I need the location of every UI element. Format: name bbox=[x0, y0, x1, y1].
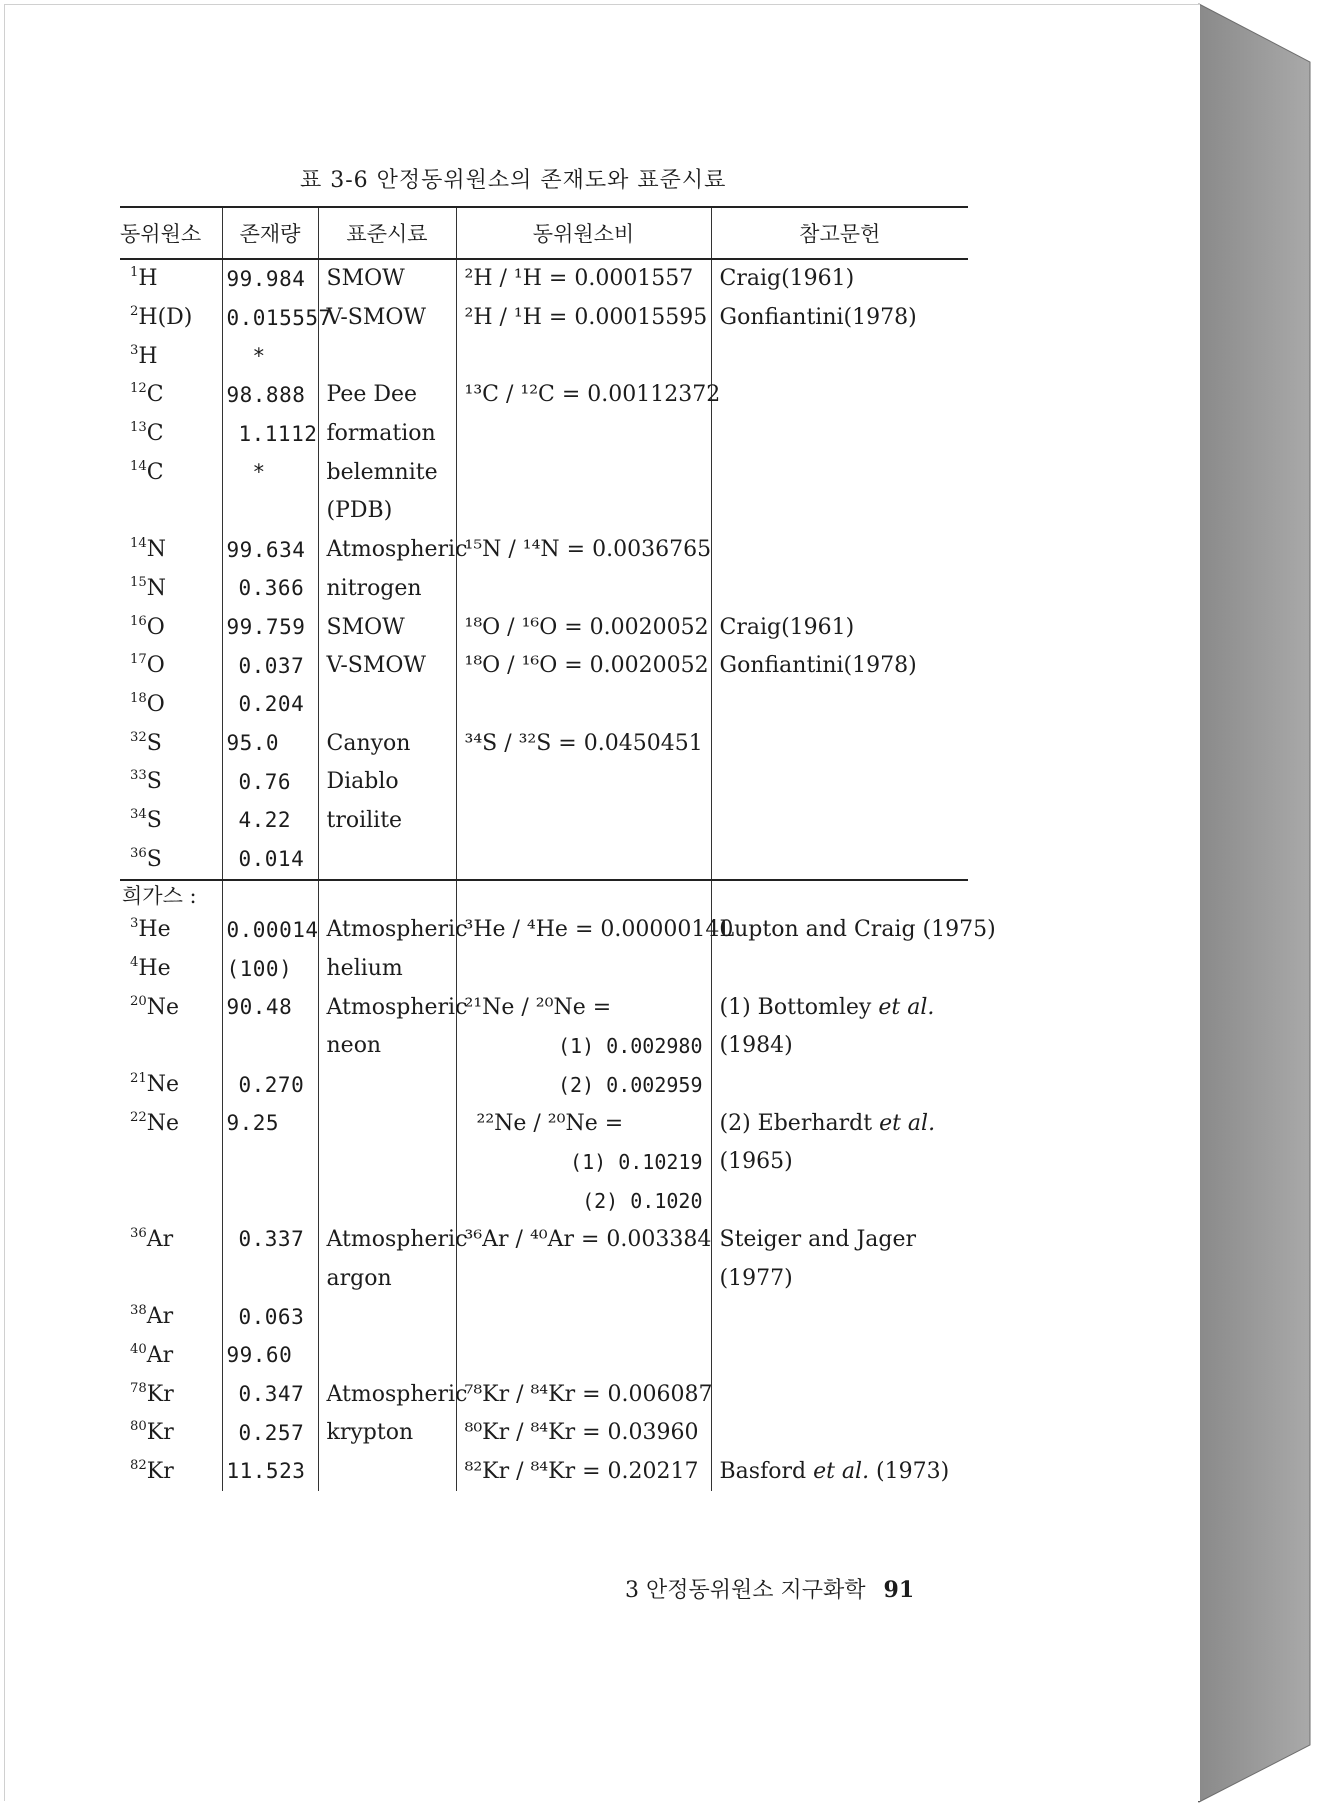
abundance-cell: * bbox=[222, 337, 318, 376]
abundance-cell: 0.015557 bbox=[222, 299, 318, 338]
isotope-cell bbox=[120, 802, 222, 841]
reference-cell bbox=[711, 1298, 968, 1337]
section-label: 희가스 : bbox=[120, 880, 222, 911]
reference-cell bbox=[711, 1182, 968, 1221]
ratio-cell: ⁷⁸Kr / ⁸⁴Kr = 0.006087 bbox=[456, 1375, 711, 1414]
reference-cell: (1977) bbox=[711, 1259, 968, 1298]
reference-cell bbox=[711, 1375, 968, 1414]
standard-cell bbox=[318, 1182, 456, 1221]
element-symbol: Kr bbox=[146, 1381, 174, 1407]
reference-cell: Steiger and Jager bbox=[711, 1221, 968, 1260]
isotope-cell bbox=[120, 647, 222, 686]
reference-cell bbox=[711, 337, 968, 376]
mass-number: 34 bbox=[130, 806, 147, 822]
isotope-cell bbox=[120, 1298, 222, 1337]
standard-cell: V-SMOW bbox=[318, 299, 456, 338]
mass-number: 4 bbox=[130, 954, 139, 970]
mass-number: 36 bbox=[130, 845, 147, 861]
empty-cell bbox=[711, 880, 968, 911]
abundance-cell bbox=[222, 1027, 318, 1066]
standard-cell: SMOW bbox=[318, 259, 456, 299]
isotope-table bbox=[120, 206, 996, 1491]
standard-cell: Atmospheric bbox=[318, 1375, 456, 1414]
abundance-cell: 90.48 bbox=[222, 988, 318, 1027]
standard-cell: V-SMOW bbox=[318, 647, 456, 686]
element-symbol: O bbox=[146, 691, 165, 717]
abundance-cell: 0.257 bbox=[222, 1414, 318, 1453]
ratio-cell bbox=[456, 802, 711, 841]
standard-cell bbox=[318, 1066, 456, 1105]
table-row bbox=[120, 840, 968, 880]
mass-number: 3 bbox=[130, 342, 139, 358]
mass-number: 33 bbox=[130, 768, 147, 784]
element-symbol: C bbox=[146, 382, 164, 408]
table-row bbox=[120, 988, 968, 1027]
reference-cell bbox=[711, 570, 968, 609]
table-row bbox=[120, 1143, 968, 1182]
table-row bbox=[120, 415, 968, 454]
empty-cell bbox=[318, 880, 456, 911]
abundance-cell: (100) bbox=[222, 950, 318, 989]
mass-number: 16 bbox=[130, 613, 147, 629]
element-symbol: O bbox=[146, 614, 165, 640]
table-row bbox=[120, 259, 968, 299]
mass-number: 14 bbox=[130, 458, 147, 474]
isotope-cell bbox=[120, 1143, 222, 1182]
element-symbol: H(D) bbox=[138, 305, 193, 331]
table-row bbox=[120, 1414, 968, 1453]
abundance-cell: 0.037 bbox=[222, 647, 318, 686]
abundance-cell: 0.014 bbox=[222, 840, 318, 880]
element-symbol: He bbox=[138, 956, 171, 982]
page-number: 91 bbox=[883, 1577, 915, 1603]
element-symbol: Ar bbox=[146, 1342, 174, 1368]
reference-cell bbox=[711, 763, 968, 802]
ratio-cell bbox=[456, 763, 711, 802]
reference-cell bbox=[711, 724, 968, 763]
abundance-cell bbox=[222, 1259, 318, 1298]
ratio-cell: (1) 0.002980 bbox=[456, 1027, 711, 1066]
ratio-cell bbox=[456, 453, 711, 492]
isotope-cell bbox=[120, 492, 222, 531]
mass-number: 38 bbox=[130, 1302, 147, 1318]
standard-cell: troilite bbox=[318, 802, 456, 841]
isotope-cell bbox=[120, 299, 222, 338]
isotope-cell bbox=[120, 1453, 222, 1492]
element-symbol: Ne bbox=[146, 1072, 180, 1098]
mass-number: 17 bbox=[130, 651, 147, 667]
table-row bbox=[120, 376, 968, 415]
ratio-cell: (2) 0.1020 bbox=[456, 1182, 711, 1221]
table-row bbox=[120, 1375, 968, 1414]
table-header-row bbox=[120, 207, 968, 259]
abundance-cell: 95.0 bbox=[222, 724, 318, 763]
standard-cell bbox=[318, 1298, 456, 1337]
abundance-cell bbox=[222, 1182, 318, 1221]
element-symbol: S bbox=[146, 730, 162, 756]
ratio-cell: ³⁴S / ³²S = 0.0450451 bbox=[456, 724, 711, 763]
abundance-cell: 9.25 bbox=[222, 1104, 318, 1143]
element-symbol: Kr bbox=[146, 1420, 174, 1446]
mass-number: 78 bbox=[130, 1380, 147, 1396]
abundance-cell: * bbox=[222, 453, 318, 492]
mass-number: 36 bbox=[130, 1225, 147, 1241]
table-row bbox=[120, 531, 968, 570]
reference-cell bbox=[711, 492, 968, 531]
mass-number: 22 bbox=[130, 1109, 147, 1125]
element-symbol: H bbox=[138, 266, 158, 292]
abundance-cell: 0.270 bbox=[222, 1066, 318, 1105]
mass-number: 1 bbox=[130, 265, 139, 281]
table-row bbox=[120, 1066, 968, 1105]
ratio-cell: ²H / ¹H = 0.0001557 bbox=[456, 259, 711, 299]
isotope-cell bbox=[120, 950, 222, 989]
isotope-cell bbox=[120, 376, 222, 415]
reference-cell bbox=[711, 1066, 968, 1105]
chapter-title: 3 안정동위원소 지구화학 bbox=[625, 1578, 866, 1603]
table-row bbox=[120, 337, 968, 376]
reference-cell bbox=[711, 1414, 968, 1453]
reference-cell: Basford et al. (1973) bbox=[711, 1453, 968, 1492]
mass-number: 2 bbox=[130, 303, 139, 319]
abundance-cell: 0.063 bbox=[222, 1298, 318, 1337]
isotope-cell bbox=[120, 415, 222, 454]
ratio-cell bbox=[456, 840, 711, 880]
ratio-cell bbox=[456, 950, 711, 989]
table-row bbox=[120, 453, 968, 492]
standard-cell: argon bbox=[318, 1259, 456, 1298]
isotope-cell bbox=[120, 570, 222, 609]
table-row bbox=[120, 911, 968, 950]
standard-cell: Canyon bbox=[318, 724, 456, 763]
reference-cell: (1965) bbox=[711, 1143, 968, 1182]
table-row bbox=[120, 492, 968, 531]
reference-cell: (2) Eberhardt et al. bbox=[711, 1104, 968, 1143]
table-row bbox=[120, 802, 968, 841]
isotope-cell bbox=[120, 1259, 222, 1298]
isotope-cell bbox=[120, 763, 222, 802]
abundance-cell bbox=[222, 1143, 318, 1182]
mass-number: 40 bbox=[130, 1341, 147, 1357]
abundance-cell: 11.523 bbox=[222, 1453, 318, 1492]
ratio-cell: ³He / ⁴He = 0.00000140 bbox=[456, 911, 711, 950]
element-symbol: S bbox=[146, 769, 162, 795]
element-symbol: Kr bbox=[146, 1458, 174, 1484]
ratio-cell: ⁸⁰Kr / ⁸⁴Kr = 0.03960 bbox=[456, 1414, 711, 1453]
isotope-cell bbox=[120, 1375, 222, 1414]
reference-cell: Gonfiantini(1978) bbox=[711, 647, 968, 686]
reference-cell: Lupton and Craig (1975) bbox=[711, 911, 968, 950]
standard-cell: belemnite bbox=[318, 453, 456, 492]
element-symbol: C bbox=[146, 459, 164, 485]
ratio-cell bbox=[456, 1298, 711, 1337]
standard-cell: Atmospheric bbox=[318, 1221, 456, 1260]
element-symbol: H bbox=[138, 343, 158, 369]
ratio-cell bbox=[456, 686, 711, 725]
table-row bbox=[120, 299, 968, 338]
abundance-cell: 99.984 bbox=[222, 259, 318, 299]
isotope-cell bbox=[120, 724, 222, 763]
reference-cell bbox=[711, 531, 968, 570]
reference-cell bbox=[711, 840, 968, 880]
table-row bbox=[120, 763, 968, 802]
mass-number: 3 bbox=[130, 916, 139, 932]
standard-cell: Pee Dee bbox=[318, 376, 456, 415]
standard-cell: Atmospheric bbox=[318, 911, 456, 950]
ratio-cell: (2) 0.002959 bbox=[456, 1066, 711, 1105]
abundance-cell: 1.1112 bbox=[222, 415, 318, 454]
standard-cell: Atmospheric bbox=[318, 531, 456, 570]
isotope-cell bbox=[120, 1414, 222, 1453]
mass-number: 20 bbox=[130, 993, 147, 1009]
standard-cell: helium bbox=[318, 950, 456, 989]
isotope-cell bbox=[120, 453, 222, 492]
abundance-cell: 0.347 bbox=[222, 1375, 318, 1414]
isotope-cell bbox=[120, 1027, 222, 1066]
standard-cell bbox=[318, 337, 456, 376]
element-symbol: N bbox=[146, 537, 167, 563]
standard-cell: neon bbox=[318, 1027, 456, 1066]
isotope-cell bbox=[120, 608, 222, 647]
reference-cell bbox=[711, 1337, 968, 1376]
abundance-cell: 99.60 bbox=[222, 1337, 318, 1376]
element-symbol: S bbox=[146, 807, 162, 833]
standard-cell: SMOW bbox=[318, 608, 456, 647]
ratio-cell: ⁸²Kr / ⁸⁴Kr = 0.20217 bbox=[456, 1453, 711, 1492]
mass-number: 80 bbox=[130, 1419, 147, 1435]
standard-cell bbox=[318, 840, 456, 880]
isotope-cell bbox=[120, 988, 222, 1027]
abundance-cell: 0.00014 bbox=[222, 911, 318, 950]
standard-cell bbox=[318, 1453, 456, 1492]
ratio-cell bbox=[456, 337, 711, 376]
element-symbol: S bbox=[146, 846, 162, 872]
ratio-cell: ¹³C / ¹²C = 0.00112372 bbox=[456, 376, 711, 415]
mass-number: 14 bbox=[130, 535, 147, 551]
reference-cell: (1) Bottomley et al. bbox=[711, 988, 968, 1027]
table-row bbox=[120, 1104, 968, 1143]
element-symbol: Ar bbox=[146, 1304, 174, 1330]
isotope-cell bbox=[120, 840, 222, 880]
isotope-cell bbox=[120, 1182, 222, 1221]
table-row bbox=[120, 724, 968, 763]
abundance-cell: 4.22 bbox=[222, 802, 318, 841]
empty-cell bbox=[222, 880, 318, 911]
ratio-cell: ¹⁸O / ¹⁶O = 0.0020052 bbox=[456, 647, 711, 686]
mass-number: 18 bbox=[130, 690, 147, 706]
abundance-cell: 99.634 bbox=[222, 531, 318, 570]
isotope-cell bbox=[120, 686, 222, 725]
isotope-cell bbox=[120, 531, 222, 570]
standard-cell: krypton bbox=[318, 1414, 456, 1453]
table-row bbox=[120, 570, 968, 609]
ratio-cell: ²H / ¹H = 0.00015595 bbox=[456, 299, 711, 338]
standard-cell bbox=[318, 1337, 456, 1376]
ratio-cell bbox=[456, 570, 711, 609]
mass-number: 15 bbox=[130, 574, 147, 590]
element-symbol: Ne bbox=[146, 994, 180, 1020]
reference-cell bbox=[711, 376, 968, 415]
element-symbol: He bbox=[138, 917, 171, 943]
ratio-cell: (1) 0.10219 bbox=[456, 1143, 711, 1182]
table-row bbox=[120, 1182, 968, 1221]
standard-cell: nitrogen bbox=[318, 570, 456, 609]
ratio-cell: ³⁶Ar / ⁴⁰Ar = 0.003384 bbox=[456, 1221, 711, 1260]
table-row bbox=[120, 1259, 968, 1298]
empty-cell bbox=[456, 880, 711, 911]
isotope-cell bbox=[120, 1337, 222, 1376]
table-row bbox=[120, 1221, 968, 1260]
standard-cell: Diablo bbox=[318, 763, 456, 802]
reference-cell bbox=[711, 802, 968, 841]
table-row bbox=[120, 686, 968, 725]
abundance-cell: 99.759 bbox=[222, 608, 318, 647]
mass-number: 32 bbox=[130, 729, 147, 745]
header-ratio: 동위원소비 bbox=[456, 207, 711, 259]
reference-cell bbox=[711, 686, 968, 725]
isotope-cell bbox=[120, 1104, 222, 1143]
mass-number: 12 bbox=[130, 381, 147, 397]
table-row bbox=[120, 950, 968, 989]
reference-cell bbox=[711, 950, 968, 989]
element-symbol: O bbox=[146, 653, 165, 679]
isotope-cell bbox=[120, 911, 222, 950]
table-row bbox=[120, 647, 968, 686]
reference-cell: Gonfiantini(1978) bbox=[711, 299, 968, 338]
section-row bbox=[120, 880, 968, 911]
table-caption: 표 3-6 안정동위원소의 존재도와 표준시료 bbox=[300, 168, 727, 193]
ratio-cell: ²¹Ne / ²⁰Ne = bbox=[456, 988, 711, 1027]
reference-cell bbox=[711, 453, 968, 492]
reference-cell: Craig(1961) bbox=[711, 259, 968, 299]
table-row bbox=[120, 1337, 968, 1376]
abundance-cell: 0.204 bbox=[222, 686, 318, 725]
ratio-cell bbox=[456, 1259, 711, 1298]
standard-cell bbox=[318, 1104, 456, 1143]
element-symbol: Ne bbox=[146, 1110, 180, 1136]
page-footer bbox=[625, 1573, 914, 1604]
abundance-cell: 0.366 bbox=[222, 570, 318, 609]
standard-cell: formation bbox=[318, 415, 456, 454]
isotope-cell bbox=[120, 259, 222, 299]
table-row bbox=[120, 608, 968, 647]
ratio-cell bbox=[456, 415, 711, 454]
ratio-cell bbox=[456, 1337, 711, 1376]
element-symbol: C bbox=[146, 421, 164, 447]
ratio-cell bbox=[456, 492, 711, 531]
header-reference: 참고문헌 bbox=[711, 207, 968, 259]
abundance-cell: 0.337 bbox=[222, 1221, 318, 1260]
isotope-cell bbox=[120, 1066, 222, 1105]
reference-cell: (1984) bbox=[711, 1027, 968, 1066]
ratio-cell: ²²Ne / ²⁰Ne = bbox=[456, 1104, 711, 1143]
header-isotope: 동위원소 bbox=[120, 207, 222, 259]
abundance-cell bbox=[222, 492, 318, 531]
table-row bbox=[120, 1298, 968, 1337]
header-standard: 표준시료 bbox=[318, 207, 456, 259]
mass-number: 13 bbox=[130, 419, 147, 435]
element-symbol: Ar bbox=[146, 1226, 174, 1252]
standard-cell: Atmospheric bbox=[318, 988, 456, 1027]
header-abundance: 존재량 bbox=[222, 207, 318, 259]
mass-number: 82 bbox=[130, 1457, 147, 1473]
mass-number: 21 bbox=[130, 1070, 147, 1086]
table-row bbox=[120, 1027, 968, 1066]
abundance-cell: 98.888 bbox=[222, 376, 318, 415]
reference-cell: Craig(1961) bbox=[711, 608, 968, 647]
standard-cell bbox=[318, 686, 456, 725]
ratio-cell: ¹⁸O / ¹⁶O = 0.0020052 bbox=[456, 608, 711, 647]
abundance-cell: 0.76 bbox=[222, 763, 318, 802]
element-symbol: N bbox=[146, 575, 167, 601]
ratio-cell: ¹⁵N / ¹⁴N = 0.0036765 bbox=[456, 531, 711, 570]
standard-cell bbox=[318, 1143, 456, 1182]
standard-cell: (PDB) bbox=[318, 492, 456, 531]
isotope-cell bbox=[120, 1221, 222, 1260]
reference-cell bbox=[711, 415, 968, 454]
table-row bbox=[120, 1453, 968, 1492]
isotope-cell bbox=[120, 337, 222, 376]
